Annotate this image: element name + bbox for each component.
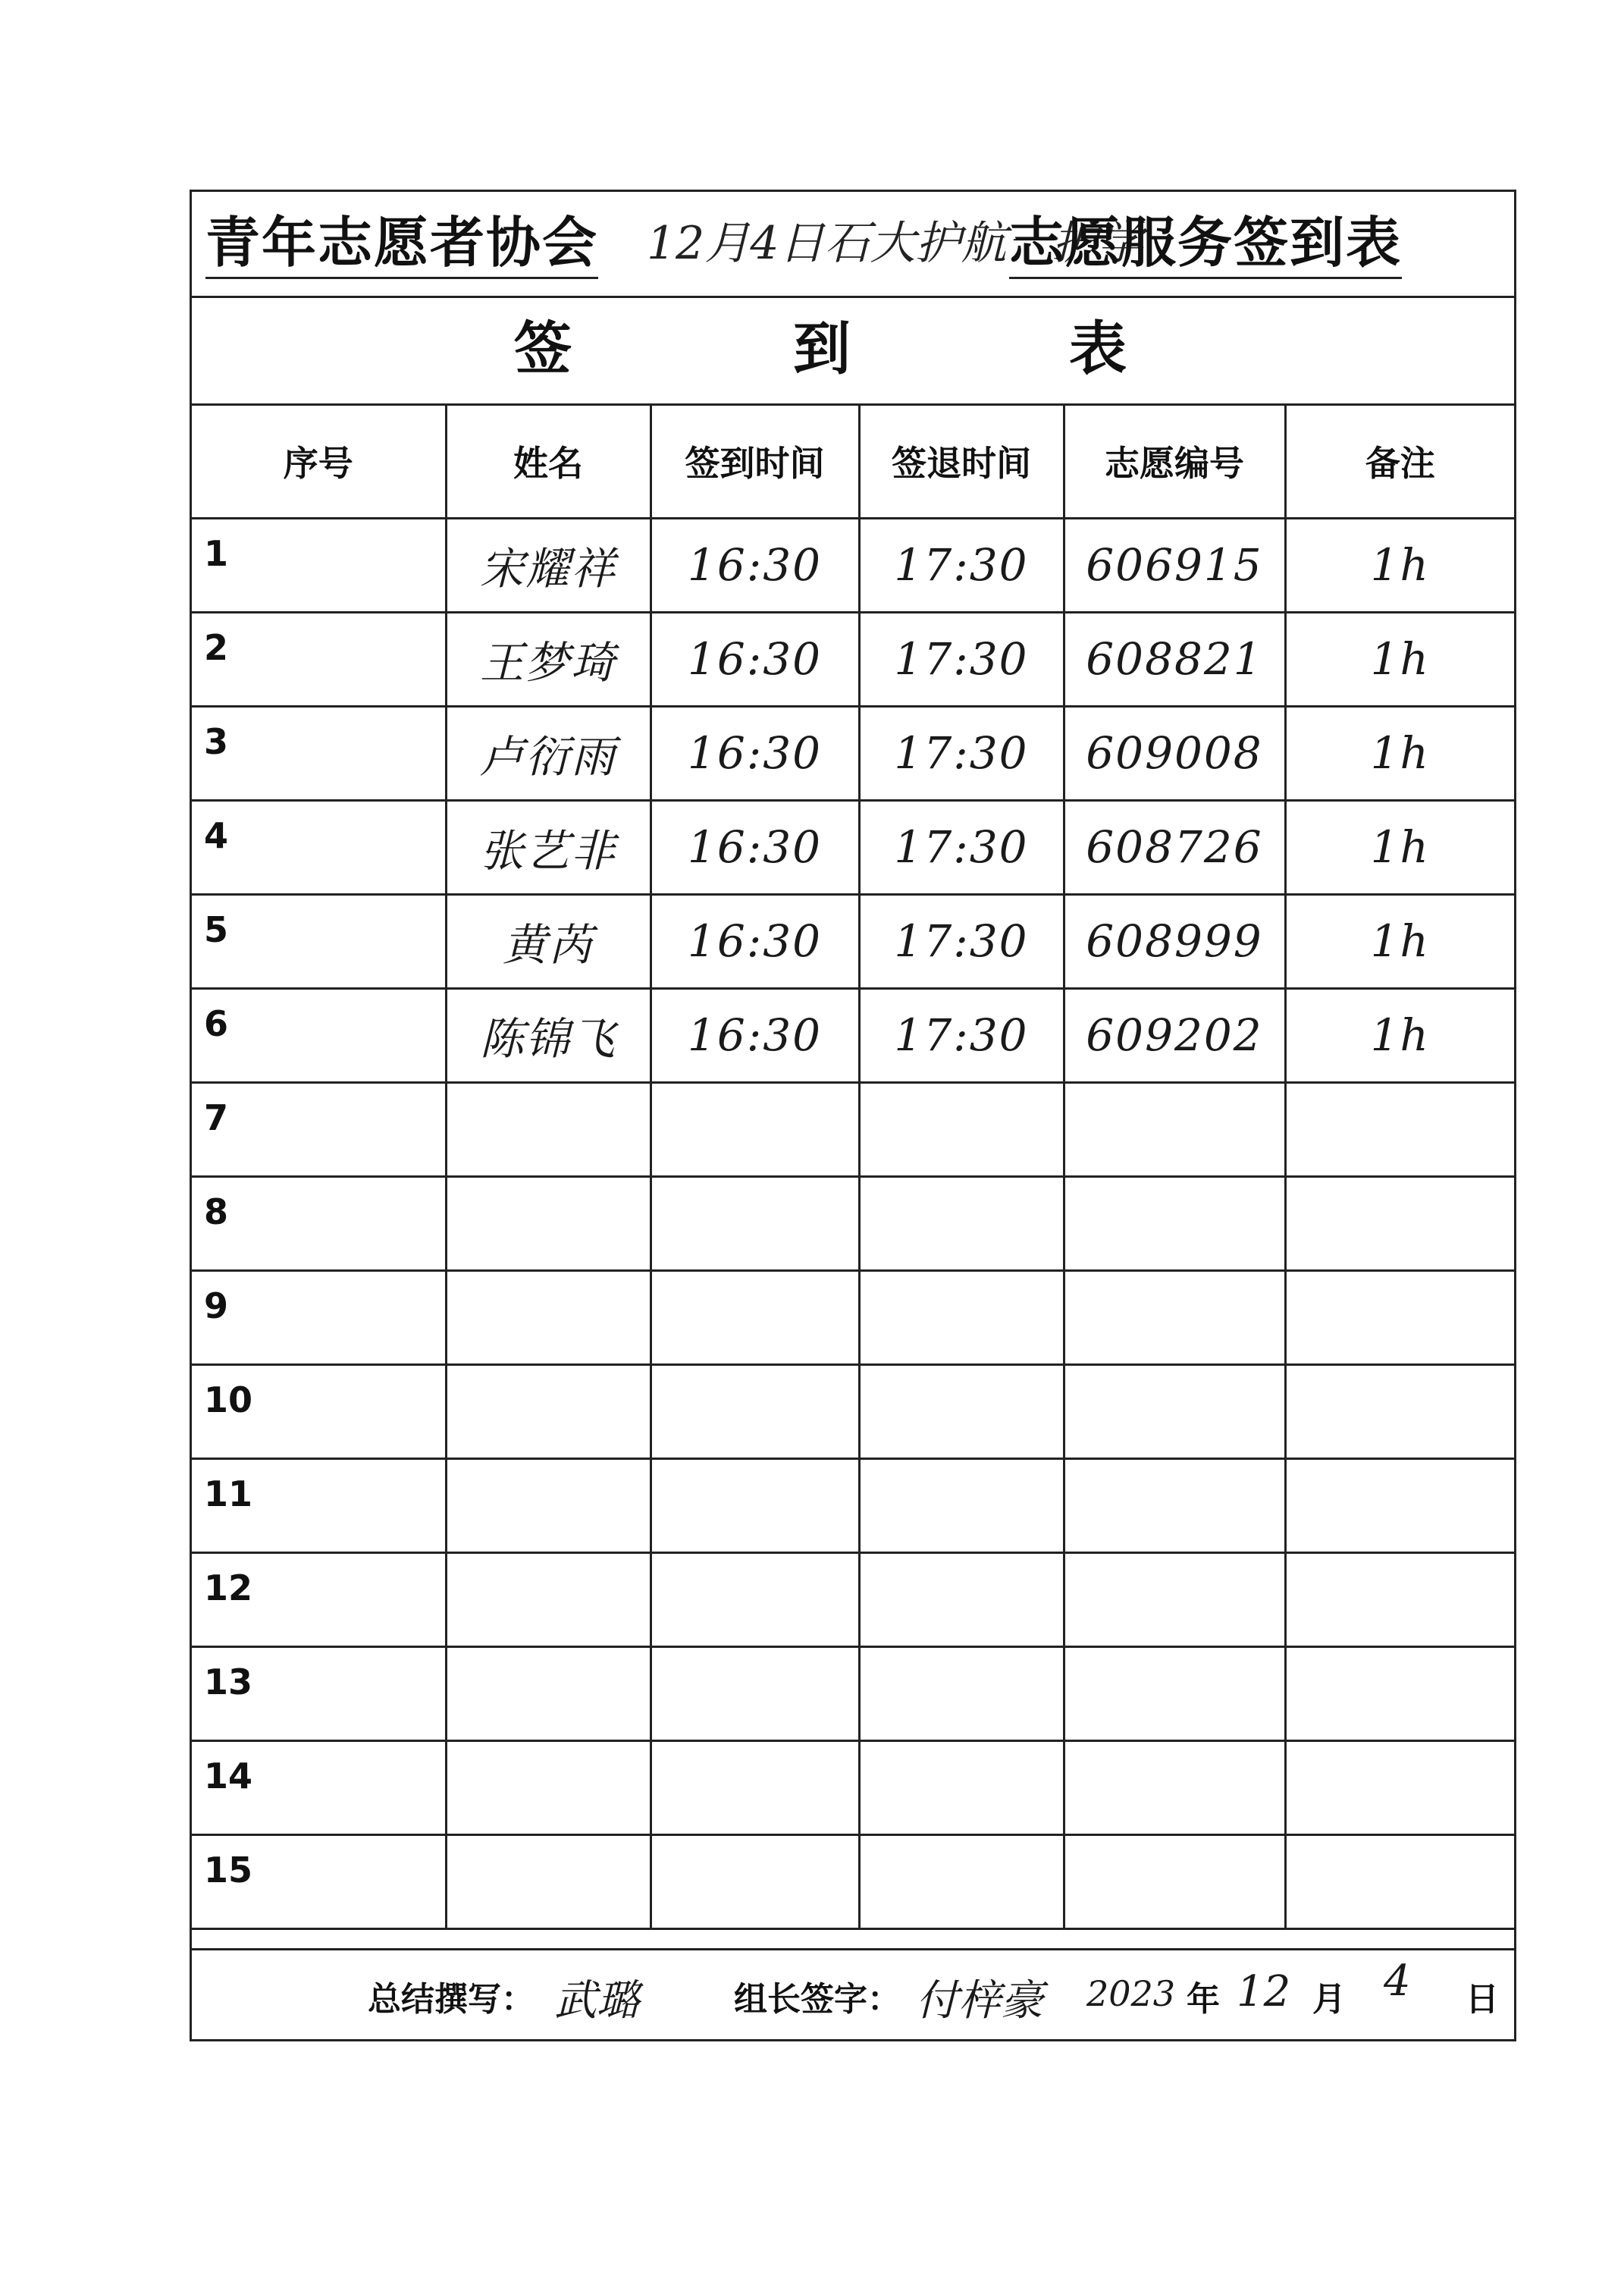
note: 1h (1370, 1009, 1430, 1061)
row-number: 10 (204, 1379, 253, 1420)
row-number: 2 (204, 627, 229, 668)
subtitle-char: 签 (514, 315, 572, 382)
row-number: 11 (204, 1473, 253, 1514)
volunteer-name-cell (446, 518, 651, 612)
title-handwritten-event: 12月4日石大护航一护学 (647, 217, 1143, 270)
volunteer-name-cell (446, 988, 651, 1082)
sign-in-time-cell (651, 706, 859, 800)
table-header-row (192, 406, 1514, 518)
sign-in-time-cell (651, 1552, 859, 1646)
volunteer-id-cell (1064, 1458, 1285, 1552)
note-cell (1285, 1834, 1514, 1928)
volunteer-name: 黄芮 (502, 919, 594, 971)
sign-out-time-cell (859, 1834, 1064, 1928)
table-row (192, 988, 1514, 1082)
volunteer-name-cell (446, 1082, 651, 1176)
sign-in-time-cell (651, 1740, 859, 1834)
volunteer-id-cell (1064, 706, 1285, 800)
sign-out-time-cell (859, 800, 1064, 894)
sign-out-time-cell (859, 1646, 1064, 1740)
table-row (192, 1834, 1514, 1928)
row-number: 9 (204, 1285, 229, 1326)
sign-out-time-cell (859, 1082, 1064, 1176)
note-cell (1285, 800, 1514, 894)
sign-in-time-cell (651, 1176, 859, 1270)
sign-out-time: 17:30 (894, 539, 1029, 591)
table-row (192, 1270, 1514, 1364)
note-cell (1285, 1082, 1514, 1176)
date-year-label: 年 (1187, 1980, 1220, 2019)
note: 1h (1370, 915, 1430, 967)
note-cell (1285, 1458, 1514, 1552)
volunteer-id-cell (1064, 1740, 1285, 1834)
note-cell (1285, 1740, 1514, 1834)
sign-in-time: 16:30 (687, 633, 823, 685)
subtitle-char: 表 (1069, 315, 1127, 382)
row-number-cell (192, 518, 446, 612)
title-form-name: 志愿服务签到表 (1009, 209, 1402, 279)
row-number-cell (192, 1270, 446, 1364)
sign-in-time: 16:30 (687, 727, 823, 779)
volunteer-name: 陈锦飞 (479, 1013, 616, 1065)
volunteer-id-cell (1064, 894, 1285, 988)
sign-in-time: 16:30 (687, 915, 823, 967)
sign-out-time: 17:30 (894, 1009, 1029, 1061)
sign-in-time: 16:30 (687, 539, 823, 591)
volunteer-name-cell (446, 1552, 651, 1646)
table-row (192, 1458, 1514, 1552)
table-body (192, 518, 1514, 1928)
note-cell (1285, 1270, 1514, 1364)
sign-in-time-cell (651, 894, 859, 988)
table-row (192, 1364, 1514, 1458)
row-number-cell (192, 1552, 446, 1646)
title-association: 青年志愿者协会 (205, 209, 598, 279)
date-month: 12 (1237, 1967, 1291, 2016)
note-cell (1285, 612, 1514, 706)
table-row (192, 706, 1514, 800)
volunteer-name-cell (446, 1458, 651, 1552)
sign-out-time: 17:30 (894, 727, 1029, 779)
date-day-label: 日 (1466, 1980, 1499, 2019)
table-row (192, 612, 1514, 706)
note-cell (1285, 1364, 1514, 1458)
note: 1h (1370, 539, 1430, 591)
row-number-cell (192, 988, 446, 1082)
row-number-cell (192, 1176, 446, 1270)
sign-in-time: 16:30 (687, 1009, 823, 1061)
sign-out-time-cell (859, 1176, 1064, 1270)
table-row (192, 1646, 1514, 1740)
row-number-cell (192, 1834, 446, 1928)
sign-out-time-cell (859, 988, 1064, 1082)
volunteer-id-cell (1064, 1552, 1285, 1646)
row-number-cell (192, 1740, 446, 1834)
sign-out-time: 17:30 (894, 821, 1029, 873)
sign-in-table (192, 406, 1514, 1930)
volunteer-id: 608821 (1086, 633, 1263, 685)
volunteer-name-cell (446, 800, 651, 894)
volunteer-id: 609008 (1086, 727, 1263, 779)
note-cell (1285, 1646, 1514, 1740)
table-row (192, 518, 1514, 612)
table-row (192, 1552, 1514, 1646)
volunteer-id-cell (1064, 1176, 1285, 1270)
row-number-cell (192, 706, 446, 800)
sign-out-time-cell (859, 1458, 1064, 1552)
date-month-label: 月 (1312, 1980, 1346, 2019)
volunteer-name-cell (446, 612, 651, 706)
row-number: 1 (204, 533, 229, 574)
sign-out-time-cell (859, 1740, 1064, 1834)
row-number: 6 (204, 1003, 229, 1044)
volunteer-id-cell (1064, 612, 1285, 706)
column-header-sign-out-time: 签退时间 (859, 406, 1064, 518)
sign-in-time: 16:30 (687, 821, 823, 873)
row-number-cell (192, 800, 446, 894)
sign-in-time-cell (651, 800, 859, 894)
row-number: 4 (204, 815, 229, 856)
column-header-volunteer-id: 志愿编号 (1064, 406, 1285, 518)
row-number: 13 (204, 1662, 253, 1702)
volunteer-name-cell (446, 1364, 651, 1458)
volunteer-id-cell (1064, 1646, 1285, 1740)
subtitle-row (192, 298, 1514, 406)
volunteer-id-cell (1064, 518, 1285, 612)
sign-out-time-cell (859, 1270, 1064, 1364)
sign-out-time-cell (859, 1552, 1064, 1646)
sign-in-time-cell (651, 1082, 859, 1176)
footer-row (192, 1948, 1514, 2039)
row-number-cell (192, 1364, 446, 1458)
note-cell (1285, 1176, 1514, 1270)
volunteer-name-cell (446, 1740, 651, 1834)
volunteer-id: 609202 (1086, 1009, 1263, 1061)
column-header-sign-in-time: 签到时间 (651, 406, 859, 518)
sign-out-time-cell (859, 612, 1064, 706)
column-header-name: 姓名 (446, 406, 651, 518)
volunteer-name-cell (446, 1646, 651, 1740)
volunteer-id-cell (1064, 1834, 1285, 1928)
row-number: 8 (204, 1191, 229, 1232)
volunteer-name-cell (446, 706, 651, 800)
table-row (192, 800, 1514, 894)
table-row (192, 1740, 1514, 1834)
row-number: 3 (204, 721, 229, 762)
sign-in-time-cell (651, 612, 859, 706)
sign-out-time: 17:30 (894, 915, 1029, 967)
volunteer-id: 608999 (1086, 915, 1263, 967)
sign-in-time-cell (651, 1646, 859, 1740)
sign-out-time-cell (859, 706, 1064, 800)
volunteer-id: 606915 (1086, 539, 1263, 591)
row-number-cell (192, 1646, 446, 1740)
volunteer-id-cell (1064, 1364, 1285, 1458)
sign-in-time-cell (651, 1270, 859, 1364)
table-row (192, 894, 1514, 988)
sign-in-time-cell (651, 1834, 859, 1928)
sign-out-time-cell (859, 1364, 1064, 1458)
row-number-cell (192, 1458, 446, 1552)
row-number-cell (192, 1082, 446, 1176)
sign-in-time-cell (651, 518, 859, 612)
table-row (192, 1082, 1514, 1176)
volunteer-name-cell (446, 1834, 651, 1928)
row-number-cell (192, 612, 446, 706)
leader-label: 组长签字： (734, 1980, 901, 2019)
note-cell (1285, 706, 1514, 800)
date-year: 2023 (1086, 1973, 1176, 2014)
note: 1h (1370, 727, 1430, 779)
row-number-cell (192, 894, 446, 988)
volunteer-name: 张艺非 (479, 825, 616, 877)
sign-in-sheet (190, 190, 1516, 2041)
sign-in-time-cell (651, 1364, 859, 1458)
volunteer-name: 卢衍雨 (479, 731, 616, 783)
note: 1h (1370, 633, 1430, 685)
volunteer-id-cell (1064, 1270, 1285, 1364)
volunteer-name-cell (446, 894, 651, 988)
volunteer-name: 宋耀祥 (479, 543, 616, 595)
sign-in-time-cell (651, 1458, 859, 1552)
row-number: 12 (204, 1567, 253, 1608)
volunteer-id-cell (1064, 1082, 1285, 1176)
column-header-number: 序号 (192, 406, 446, 518)
note-cell (1285, 1552, 1514, 1646)
note-cell (1285, 518, 1514, 612)
volunteer-id-cell (1064, 800, 1285, 894)
sign-out-time-cell (859, 518, 1064, 612)
row-number: 14 (204, 1756, 253, 1796)
sign-in-time-cell (651, 988, 859, 1082)
subtitle-char: 到 (793, 315, 851, 382)
column-header-note: 备注 (1285, 406, 1514, 518)
note-cell (1285, 988, 1514, 1082)
volunteer-name-cell (446, 1176, 651, 1270)
note-cell (1285, 894, 1514, 988)
row-number: 7 (204, 1097, 229, 1138)
sign-out-time-cell (859, 894, 1064, 988)
date-day: 4 (1384, 1956, 1411, 2006)
note: 1h (1370, 821, 1430, 873)
table-row (192, 1176, 1514, 1270)
leader-signature: 付梓豪 (916, 1976, 1043, 2026)
volunteer-name: 王梦琦 (479, 637, 616, 689)
volunteer-name-cell (446, 1270, 651, 1364)
row-number: 15 (204, 1850, 253, 1891)
sign-out-time: 17:30 (894, 633, 1029, 685)
row-number: 5 (204, 909, 229, 950)
title-row (192, 192, 1514, 298)
volunteer-id-cell (1064, 988, 1285, 1082)
summary-label: 总结撰写： (368, 1980, 535, 2019)
volunteer-id: 608726 (1086, 821, 1263, 873)
summary-signature: 武璐 (554, 1976, 639, 2026)
